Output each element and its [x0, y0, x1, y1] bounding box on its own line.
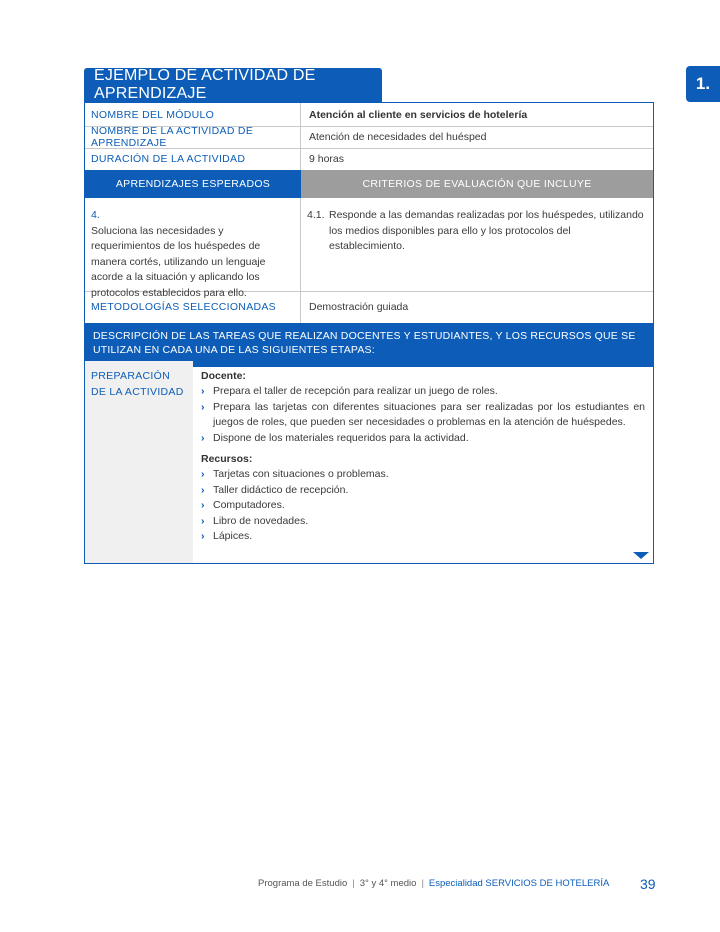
duracion-label: DURACIÓN DE LA ACTIVIDAD	[85, 148, 301, 170]
docente-heading: Docente:	[201, 370, 246, 382]
chevron-right-icon: ›	[201, 385, 205, 397]
metodologias-value: Demostración guiada	[309, 301, 409, 313]
chevron-right-icon: ›	[201, 468, 205, 480]
row-aprendizaje-criterio	[85, 198, 653, 299]
continue-triangle-icon	[633, 552, 649, 559]
recursos-list	[201, 467, 645, 545]
row-headers	[85, 170, 653, 198]
list-item: › Taller didáctico de recepción.	[201, 483, 645, 499]
list-item: › Libro de novedades.	[201, 514, 645, 530]
page-footer: Programa de Estudio | 3° y 4° medio | Especialidad SERVICIOS DE HOTELERÍA	[258, 878, 610, 889]
criterio-text: Responde a las demandas realizadas por los huéspedes, utilizando los medios disponibles para ello y los protocolos del establecimiento.	[329, 209, 644, 252]
aprendizaje-cell	[85, 198, 301, 299]
row-preparacion	[85, 361, 653, 563]
descripcion-text: DESCRIPCIÓN DE LAS TAREAS QUE REALIZAN DOCENTES Y ESTUDIANTES, Y LOS RECURSOS QUE SE UTILIZAN EN CADA UNA DE LAS SIGUIENTES ETAPAS:	[93, 330, 636, 356]
footer-specialty: Especialidad SERVICIOS DE HOTELERÍA	[428, 878, 610, 889]
section-number-tab: 1.	[686, 66, 720, 102]
list-item: › Computadores.	[201, 498, 645, 514]
chevron-right-icon: ›	[201, 530, 205, 542]
metodologias-label: METODOLOGÍAS SELECCIONADAS	[85, 291, 301, 323]
footer-program: Programa de Estudio	[258, 878, 348, 889]
criterio-number: 4.1.	[307, 209, 325, 221]
recursos-heading: Recursos:	[201, 453, 253, 465]
modulo-value: Atención al cliente en servicios de hotelería	[309, 108, 528, 121]
list-item: › Prepara el taller de recepción para realizar un juego de roles.	[201, 384, 645, 400]
row-metodologias	[85, 291, 653, 323]
criterio-cell	[301, 198, 653, 291]
modulo-label: NOMBRE DEL MÓDULO	[85, 103, 301, 126]
activity-title: EJEMPLO DE ACTIVIDAD DE APRENDIZAJE	[84, 68, 382, 102]
list-item: › Tarjetas con situaciones o problemas.	[201, 467, 645, 483]
docente-list	[201, 384, 645, 446]
actividad-value: Atención de necesidades del huésped	[309, 131, 487, 143]
list-item: › Dispone de los materiales requeridos para la actividad.	[201, 431, 645, 447]
chevron-right-icon: ›	[201, 499, 205, 511]
row-modulo	[85, 103, 653, 127]
row-actividad	[85, 126, 653, 149]
footer-grade: 3° y 4° medio	[359, 878, 417, 889]
chevron-right-icon: ›	[201, 431, 205, 444]
preparacion-content	[193, 361, 653, 563]
chevron-right-icon: ›	[201, 514, 205, 527]
aprendizajes-header: APRENDIZAJES ESPERADOS	[85, 170, 301, 198]
preparacion-label: PREPARACIÓN DE LA ACTIVIDAD	[85, 361, 193, 563]
aprendizaje-number: 4.	[91, 209, 100, 221]
list-item: › Lápices.	[201, 529, 645, 545]
list-item: › Prepara las tarjetas con diferentes situaciones para ser realizadas por los estudiantes en juegos de roles, que pueden ser necesidades o problemas en la atención de huéspedes.	[201, 400, 645, 428]
aprendizaje-text: Soluciona las necesidades y requerimientos de los huéspedes de manera cortés, utilizando un lenguaje acorde a la situación y aplicando los protocolos establecidos para ello.	[91, 224, 266, 299]
duracion-value: 9 horas	[309, 153, 345, 165]
chevron-right-icon: ›	[201, 483, 205, 496]
page-number: 39	[640, 876, 656, 892]
actividad-label: NOMBRE DE LA ACTIVIDAD DE APRENDIZAJE	[85, 126, 301, 148]
activity-table	[84, 102, 654, 564]
row-duracion	[85, 148, 653, 170]
criterios-header: CRITERIOS DE EVALUACIÓN QUE INCLUYE	[301, 170, 653, 198]
chevron-right-icon: ›	[201, 400, 205, 413]
